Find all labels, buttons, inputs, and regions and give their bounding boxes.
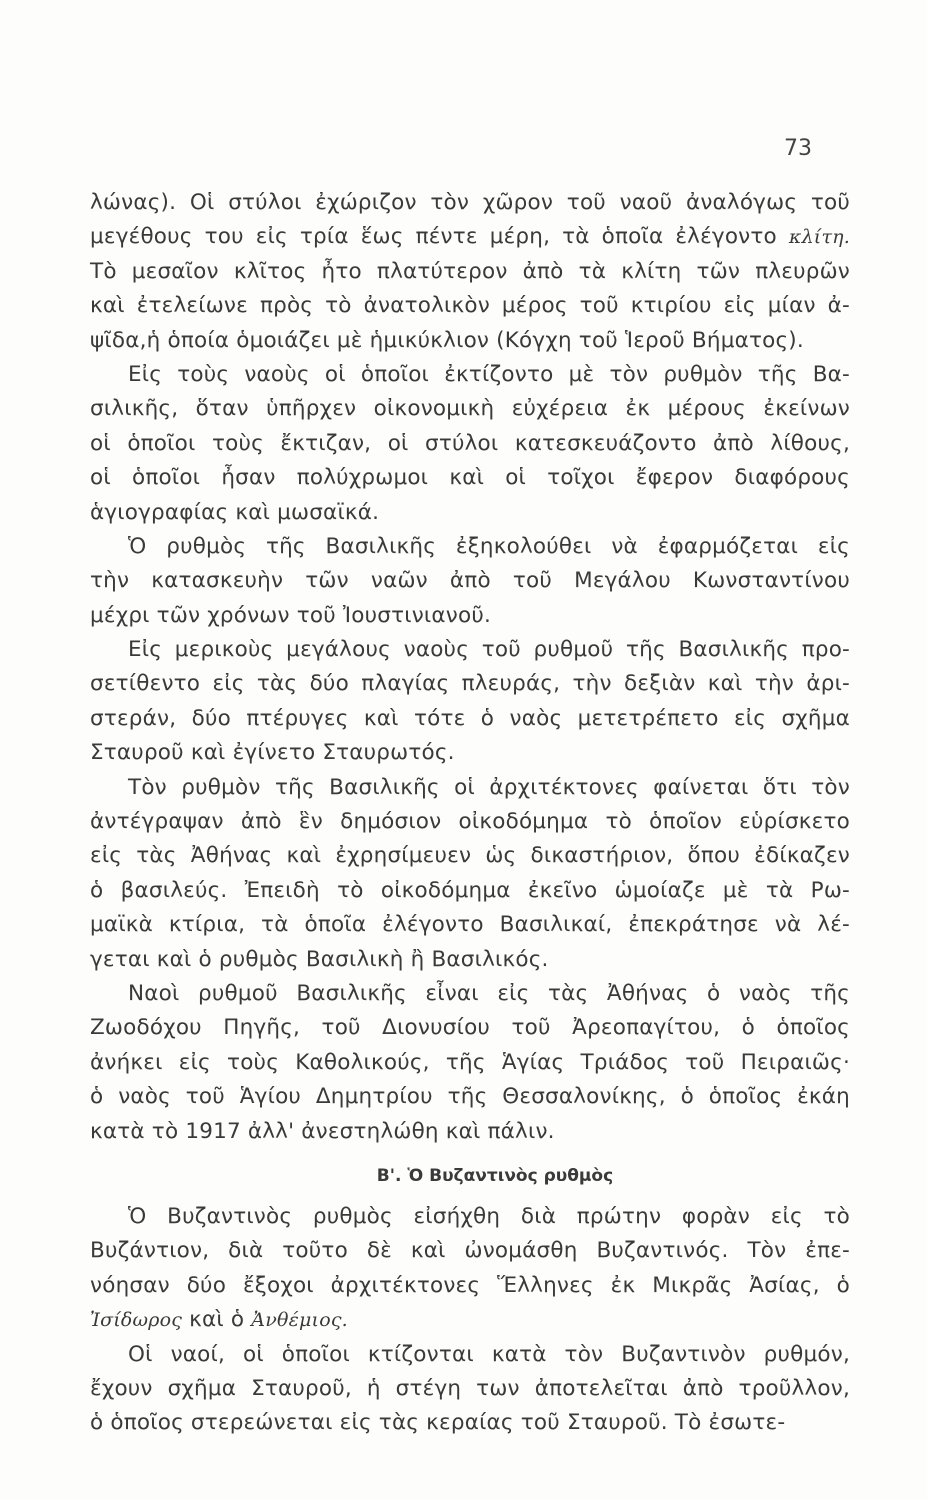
- text-line: σιλικῆς, ὅταν ὑπῆρχεν οἰκονομικὴ εὐχέρεια ἐκ μέρους ἐκείνων: [90, 396, 850, 422]
- text-line: εἰς τὰς Ἀθήνας καὶ ἐχρησίμευεν ὡς δικαστήριον, ὅπου ἐδίκαζεν: [90, 843, 850, 869]
- text-line: οἱ ὁποῖοι τοὺς ἔκτιζαν, οἱ στύλοι κατεσκευάζοντο ἀπὸ λίθους,: [90, 430, 850, 456]
- text-line: στεράν, δύο πτέρυγες καὶ τότε ὁ ναὸς μετετρέπετο εἰς σχῆμα: [90, 705, 850, 731]
- text-line: καὶ ἐτελείωνε πρὸς τὸ ἀνατολικὸν μέρος τοῦ κτιρίου εἰς μίαν ἀ-: [90, 293, 850, 319]
- text-line: ψῖδα,ἡ ὁποία ὁμοιάζει μὲ ἡμικύκλιον (Κόγχη τοῦ Ἱεροῦ Βήματος).: [90, 327, 804, 353]
- text-line: ἁγιογραφίας καὶ μωσαϊκά.: [90, 499, 380, 525]
- text-line: μεγέθους του εἰς τρία ἕως πέντε μέρη, τὰ ὁποῖα ἐλέγοντο κλίτη.: [90, 224, 850, 250]
- text-line: οἱ ὁποῖοι ἦσαν πολύχρωμοι καὶ οἱ τοῖχοι ἔφερον διαφόρους: [90, 465, 850, 491]
- text-line: Ἰσίδωρος καὶ ὁ Ἀνθέμιος.: [90, 1307, 348, 1333]
- text-line: Εἰς μερικοὺς μεγάλους ναοὺς τοῦ ρυθμοῦ τῆς Βασιλικῆς προ-: [128, 637, 850, 663]
- page-number: 73: [784, 136, 812, 161]
- text-line: ἀντέγραψαν ἀπὸ ἓν δημόσιον οἰκοδόμημα τὸ ὁποῖον εὑρίσκετο: [90, 809, 850, 835]
- text-line: Σταυροῦ καὶ ἐγίνετο Σταυρωτός.: [90, 740, 455, 766]
- body-text: [90, 186, 850, 1441]
- text-line: Ζωοδόχου Πηγῆς, τοῦ Διονυσίου τοῦ Ἀρεοπαγίτου, ὁ ὁποῖος: [90, 1015, 850, 1041]
- text-line: λώνας). Οἱ στύλοι ἐχώριζον τὸν χῶρον τοῦ ναοῦ ἀναλόγως τοῦ: [90, 190, 850, 215]
- text-line: Ὁ ρυθμὸς τῆς Βασιλικῆς ἐξηκολούθει νὰ ἐφαρμόζεται εἰς: [128, 533, 850, 559]
- text-part-byzantine: [90, 1200, 850, 1441]
- text-line: τὴν κατασκευὴν τῶν ναῶν ἀπὸ τοῦ Μεγάλου Κωνσταντίνου: [90, 568, 850, 594]
- text-line: γεται καὶ ὁ ρυθμὸς Βασιλικὴ ἢ Βασιλικός.: [90, 946, 549, 972]
- text-line: Ὁ Βυζαντινὸς ρυθμὸς εἰσήχθη διὰ πρώτην φορὰν εἰς τὸ: [128, 1203, 850, 1229]
- text-line: Εἰς τοὺς ναοὺς οἱ ὁποῖοι ἐκτίζοντο μὲ τὸν ρυθμὸν τῆς Βα-: [128, 361, 850, 387]
- italic-term: κλίτη.: [788, 226, 850, 249]
- text-line: κατὰ τὸ 1917 ἀλλ' ἀνεστηλώθη καὶ πάλιν.: [90, 1118, 555, 1144]
- text-line: σετίθεντο εἰς τὰς δύο πλαγίας πλευράς, τὴν δεξιὰν καὶ τὴν ἀρι-: [90, 671, 850, 697]
- text-line: ὁ ναὸς τοῦ Ἁγίου Δημητρίου τῆς Θεσσαλονίκης, ὁ ὁποῖος ἐκάη: [90, 1084, 850, 1110]
- text-line: ἀνήκει εἰς τοὺς Καθολικούς, τῆς Ἁγίας Τριάδος τοῦ Πειραιῶς·: [90, 1049, 850, 1075]
- section-heading: Β'. Ὁ Βυζαντινὸς ρυθμὸς: [376, 1165, 614, 1186]
- text-line: μέχρι τῶν χρόνων τοῦ Ἰουστινιανοῦ.: [90, 602, 492, 628]
- text-line: νόησαν δύο ἔξοχοι ἀρχιτέκτονες Ἕλληνες ἐκ Μικρᾶς Ἀσίας, ὁ: [90, 1272, 850, 1298]
- text-line: ὁ ὁποῖος στερεώνεται εἰς τὰς κεραίας τοῦ Σταυροῦ. Τὸ ἐσωτε-: [90, 1410, 786, 1436]
- italic-term: Ἀνθέμιος.: [251, 1309, 348, 1332]
- text-line: ὁ βασιλεύς. Ἐπειδὴ τὸ οἰκοδόμημα ἐκεῖνο ὡμοίαζε μὲ τὰ Ρω-: [90, 877, 850, 903]
- text-line: μαϊκὰ κτίρια, τὰ ὁποῖα ἐλέγοντο Βασιλικαί, ἐπεκράτησε νὰ λέ-: [90, 912, 850, 938]
- text-line: Οἱ ναοί, οἱ ὁποῖοι κτίζονται κατὰ τὸν Βυζαντινὸν ρυθμόν,: [128, 1341, 850, 1367]
- text-line: Τὸ μεσαῖον κλῖτος ἦτο πλατύτερον ἀπὸ τὰ κλίτη τῶν πλευρῶν: [90, 258, 850, 284]
- italic-term: Ἰσίδωρος: [90, 1309, 183, 1332]
- text-line: ἔχουν σχῆμα Σταυροῦ, ἡ στέγη των ἀποτελεῖται ἀπὸ τροῦλλον,: [90, 1375, 850, 1401]
- text-part-basilica: [90, 186, 850, 1149]
- text-line: Ναοὶ ρυθμοῦ Βασιλικῆς εἶναι εἰς τὰς Ἀθήνας ὁ ναὸς τῆς: [128, 980, 850, 1006]
- text-line: Τὸν ρυθμὸν τῆς Βασιλικῆς οἱ ἀρχιτέκτονες φαίνεται ὅτι τὸν: [128, 774, 850, 800]
- text-line: Βυζάντιον, διὰ τοῦτο δὲ καὶ ὠνομάσθη Βυζαντινός. Τὸν ἐπε-: [90, 1238, 850, 1264]
